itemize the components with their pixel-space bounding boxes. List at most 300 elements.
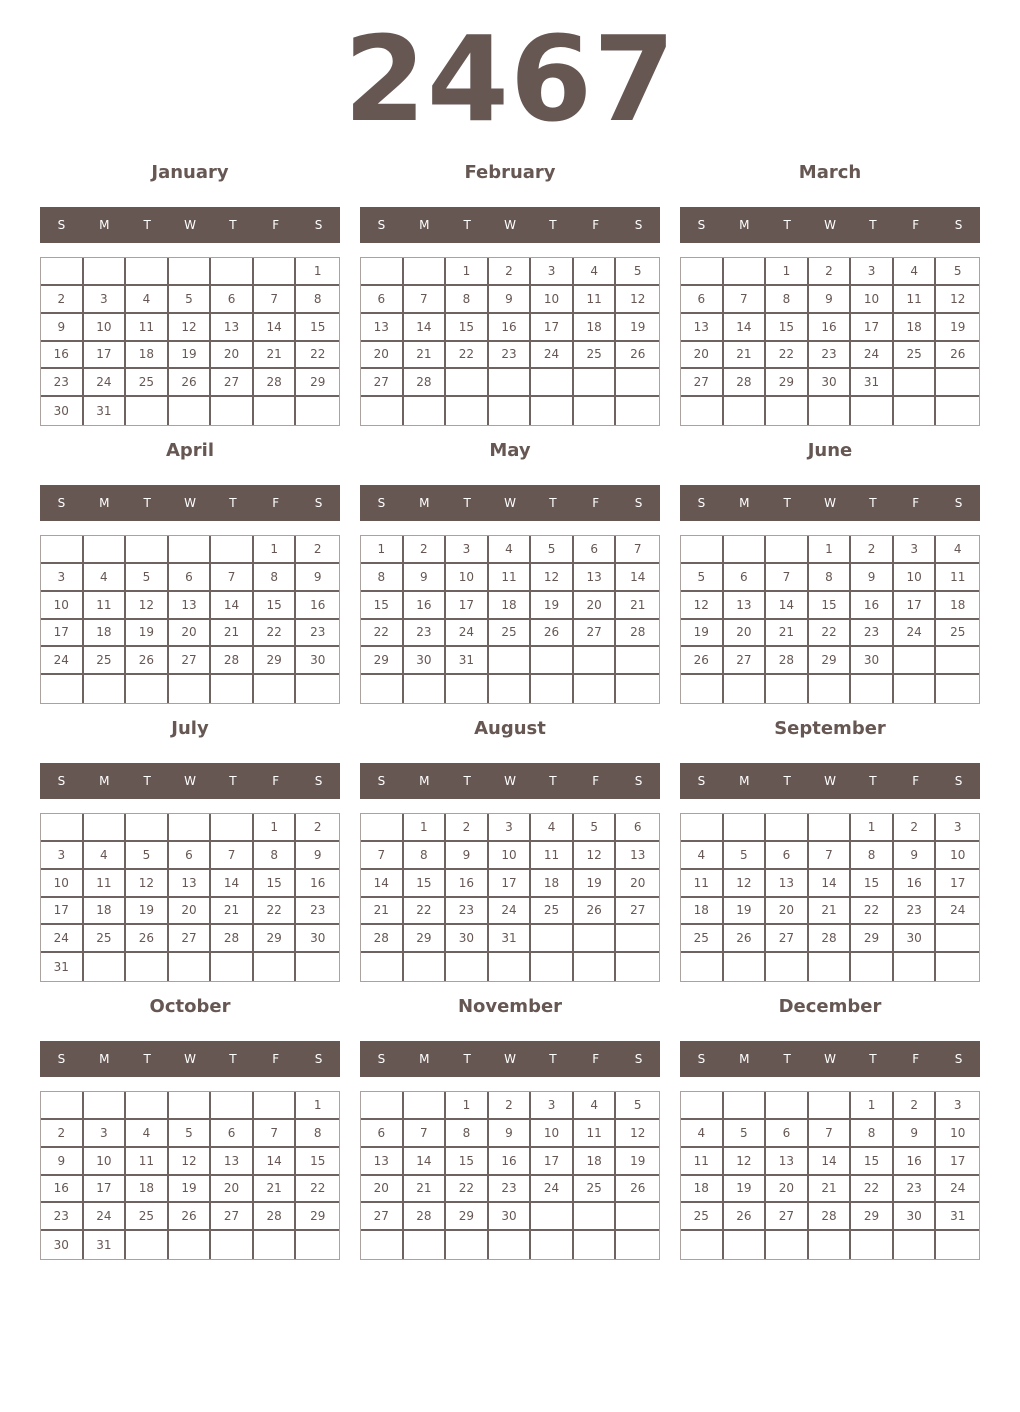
empty-cell bbox=[894, 647, 937, 675]
day-grid bbox=[40, 813, 340, 982]
empty-cell bbox=[211, 675, 254, 703]
day-cell: 28 bbox=[254, 1203, 297, 1231]
day-cell: 10 bbox=[851, 286, 894, 314]
day-cell: 31 bbox=[84, 397, 127, 425]
day-cell: 9 bbox=[296, 564, 339, 592]
day-cell: 28 bbox=[809, 925, 852, 953]
day-cell: 7 bbox=[809, 842, 852, 870]
empty-cell bbox=[936, 675, 979, 703]
day-cell: 14 bbox=[724, 314, 767, 342]
day-cell: 23 bbox=[446, 898, 489, 926]
day-cell: 11 bbox=[531, 842, 574, 870]
day-cell: 5 bbox=[169, 286, 212, 314]
empty-cell bbox=[169, 1092, 212, 1120]
day-cell: 20 bbox=[169, 898, 212, 926]
day-cell: 7 bbox=[254, 1120, 297, 1148]
weekday-label: S bbox=[57, 218, 66, 232]
day-cell: 21 bbox=[254, 1176, 297, 1204]
empty-cell bbox=[766, 814, 809, 842]
empty-cell bbox=[489, 1231, 532, 1259]
empty-cell bbox=[616, 397, 659, 425]
day-cell: 22 bbox=[851, 1176, 894, 1204]
weekday-label: F bbox=[592, 496, 600, 510]
weekday-label: S bbox=[377, 1052, 386, 1066]
empty-cell bbox=[936, 647, 979, 675]
empty-cell bbox=[724, 1231, 767, 1259]
day-cell: 8 bbox=[446, 286, 489, 314]
day-cell: 2 bbox=[894, 814, 937, 842]
day-cell: 7 bbox=[809, 1120, 852, 1148]
day-cell: 22 bbox=[446, 1176, 489, 1204]
day-cell: 16 bbox=[851, 592, 894, 620]
day-cell: 14 bbox=[404, 1148, 447, 1176]
empty-cell bbox=[489, 675, 532, 703]
day-cell: 15 bbox=[851, 870, 894, 898]
day-cell: 4 bbox=[489, 536, 532, 564]
day-cell: 25 bbox=[531, 898, 574, 926]
day-cell: 19 bbox=[724, 898, 767, 926]
day-cell: 13 bbox=[361, 314, 404, 342]
empty-cell bbox=[681, 1092, 724, 1120]
weekday-label: W bbox=[504, 218, 516, 232]
day-cell: 3 bbox=[84, 1120, 127, 1148]
empty-cell bbox=[211, 1231, 254, 1259]
day-cell: 26 bbox=[936, 342, 979, 370]
weekday-label: S bbox=[697, 774, 706, 788]
day-cell: 28 bbox=[724, 369, 767, 397]
empty-cell bbox=[681, 1231, 724, 1259]
empty-cell bbox=[531, 925, 574, 953]
day-cell: 4 bbox=[84, 564, 127, 592]
day-cell: 16 bbox=[489, 314, 532, 342]
day-cell: 27 bbox=[211, 369, 254, 397]
month-title: June bbox=[807, 440, 853, 461]
day-cell: 11 bbox=[84, 870, 127, 898]
day-cell: 5 bbox=[616, 258, 659, 286]
empty-cell bbox=[41, 536, 84, 564]
day-cell: 23 bbox=[404, 620, 447, 648]
day-cell: 2 bbox=[894, 1092, 937, 1120]
day-cell: 19 bbox=[126, 620, 169, 648]
day-cell: 21 bbox=[724, 342, 767, 370]
day-cell: 19 bbox=[616, 314, 659, 342]
day-cell: 16 bbox=[489, 1148, 532, 1176]
month-title: December bbox=[778, 996, 882, 1017]
day-cell: 2 bbox=[851, 536, 894, 564]
weekday-label: F bbox=[912, 218, 920, 232]
day-cell: 15 bbox=[809, 592, 852, 620]
day-cell: 12 bbox=[531, 564, 574, 592]
day-cell: 8 bbox=[296, 286, 339, 314]
empty-cell bbox=[84, 953, 127, 981]
day-cell: 24 bbox=[936, 1176, 979, 1204]
empty-cell bbox=[809, 814, 852, 842]
day-cell: 11 bbox=[574, 286, 617, 314]
day-cell: 12 bbox=[616, 286, 659, 314]
empty-cell bbox=[616, 925, 659, 953]
day-cell: 14 bbox=[254, 1148, 297, 1176]
day-cell: 14 bbox=[211, 592, 254, 620]
day-cell: 30 bbox=[41, 1231, 84, 1259]
year-title: 2467 bbox=[343, 10, 677, 148]
weekday-label: T bbox=[783, 1052, 791, 1066]
day-cell: 30 bbox=[809, 369, 852, 397]
day-cell: 24 bbox=[84, 1203, 127, 1231]
month-title: November bbox=[457, 996, 563, 1017]
weekday-label: W bbox=[504, 1052, 516, 1066]
day-cell: 3 bbox=[41, 564, 84, 592]
day-cell: 13 bbox=[724, 592, 767, 620]
day-cell: 30 bbox=[404, 647, 447, 675]
day-cell: 18 bbox=[84, 620, 127, 648]
day-cell: 22 bbox=[809, 620, 852, 648]
day-cell: 19 bbox=[169, 342, 212, 370]
day-cell: 3 bbox=[489, 814, 532, 842]
month-title: September bbox=[774, 718, 886, 739]
day-cell: 14 bbox=[766, 592, 809, 620]
day-cell: 12 bbox=[681, 592, 724, 620]
day-cell: 31 bbox=[851, 369, 894, 397]
day-cell: 16 bbox=[894, 1148, 937, 1176]
day-cell: 2 bbox=[489, 258, 532, 286]
day-grid bbox=[360, 535, 660, 704]
day-cell: 8 bbox=[296, 1120, 339, 1148]
day-cell: 1 bbox=[254, 814, 297, 842]
day-cell: 4 bbox=[84, 842, 127, 870]
day-cell: 10 bbox=[84, 1148, 127, 1176]
day-cell: 31 bbox=[489, 925, 532, 953]
weekday-label: T bbox=[869, 496, 877, 510]
day-cell: 26 bbox=[681, 647, 724, 675]
empty-cell bbox=[681, 258, 724, 286]
weekday-label: T bbox=[463, 496, 471, 510]
weekday-label: M bbox=[739, 218, 750, 232]
day-cell: 20 bbox=[724, 620, 767, 648]
day-cell: 21 bbox=[809, 898, 852, 926]
day-cell: 26 bbox=[169, 369, 212, 397]
day-cell: 15 bbox=[446, 1148, 489, 1176]
weekday-label: M bbox=[419, 1052, 430, 1066]
day-cell: 18 bbox=[126, 342, 169, 370]
empty-cell bbox=[616, 647, 659, 675]
day-cell: 17 bbox=[84, 1176, 127, 1204]
day-cell: 26 bbox=[169, 1203, 212, 1231]
weekday-label: T bbox=[783, 774, 791, 788]
day-cell: 27 bbox=[724, 647, 767, 675]
empty-cell bbox=[531, 675, 574, 703]
day-cell: 23 bbox=[296, 620, 339, 648]
weekday-label: T bbox=[143, 496, 151, 510]
day-cell: 2 bbox=[809, 258, 852, 286]
day-cell: 27 bbox=[361, 369, 404, 397]
day-cell: 22 bbox=[766, 342, 809, 370]
day-cell: 1 bbox=[404, 814, 447, 842]
weekday-label: T bbox=[549, 774, 557, 788]
day-cell: 5 bbox=[531, 536, 574, 564]
weekday-label: S bbox=[57, 496, 66, 510]
day-cell: 17 bbox=[41, 898, 84, 926]
day-cell: 30 bbox=[894, 925, 937, 953]
day-cell: 26 bbox=[126, 647, 169, 675]
day-cell: 17 bbox=[84, 342, 127, 370]
empty-cell bbox=[211, 1092, 254, 1120]
weekday-label: T bbox=[549, 218, 557, 232]
day-cell: 25 bbox=[489, 620, 532, 648]
empty-cell bbox=[446, 397, 489, 425]
day-cell: 22 bbox=[254, 898, 297, 926]
day-cell: 2 bbox=[489, 1092, 532, 1120]
empty-cell bbox=[851, 675, 894, 703]
day-cell: 5 bbox=[169, 1120, 212, 1148]
empty-cell bbox=[296, 953, 339, 981]
day-cell: 2 bbox=[296, 814, 339, 842]
day-cell: 23 bbox=[41, 369, 84, 397]
day-cell: 1 bbox=[446, 258, 489, 286]
day-cell: 25 bbox=[84, 925, 127, 953]
empty-cell bbox=[616, 675, 659, 703]
day-cell: 30 bbox=[296, 925, 339, 953]
month-title: October bbox=[149, 996, 231, 1017]
day-cell: 30 bbox=[851, 647, 894, 675]
weekday-label: S bbox=[314, 1052, 323, 1066]
empty-cell bbox=[211, 814, 254, 842]
day-cell: 22 bbox=[851, 898, 894, 926]
weekday-label: W bbox=[824, 496, 836, 510]
day-cell: 25 bbox=[574, 342, 617, 370]
day-cell: 4 bbox=[681, 1120, 724, 1148]
day-cell: 5 bbox=[574, 814, 617, 842]
day-cell: 9 bbox=[489, 1120, 532, 1148]
day-cell: 28 bbox=[361, 925, 404, 953]
day-cell: 1 bbox=[361, 536, 404, 564]
empty-cell bbox=[404, 1092, 447, 1120]
day-cell: 25 bbox=[681, 925, 724, 953]
day-grid bbox=[680, 535, 980, 704]
day-cell: 16 bbox=[41, 1176, 84, 1204]
day-cell: 16 bbox=[296, 870, 339, 898]
day-cell: 16 bbox=[404, 592, 447, 620]
weekday-label: T bbox=[463, 218, 471, 232]
empty-cell bbox=[851, 953, 894, 981]
weekday-header bbox=[40, 207, 340, 243]
empty-cell bbox=[41, 675, 84, 703]
weekday-label: F bbox=[592, 774, 600, 788]
day-cell: 14 bbox=[254, 314, 297, 342]
empty-cell bbox=[531, 953, 574, 981]
day-cell: 10 bbox=[41, 870, 84, 898]
day-cell: 8 bbox=[851, 842, 894, 870]
day-cell: 1 bbox=[296, 1092, 339, 1120]
day-cell: 22 bbox=[446, 342, 489, 370]
weekday-label: T bbox=[869, 774, 877, 788]
day-cell: 15 bbox=[254, 592, 297, 620]
weekday-label: W bbox=[824, 218, 836, 232]
day-cell: 29 bbox=[254, 647, 297, 675]
day-cell: 18 bbox=[84, 898, 127, 926]
day-cell: 8 bbox=[809, 564, 852, 592]
weekday-label: W bbox=[824, 774, 836, 788]
day-cell: 24 bbox=[41, 925, 84, 953]
weekday-label: W bbox=[824, 1052, 836, 1066]
day-cell: 31 bbox=[446, 647, 489, 675]
day-cell: 4 bbox=[681, 842, 724, 870]
day-cell: 4 bbox=[531, 814, 574, 842]
empty-cell bbox=[936, 397, 979, 425]
weekday-label: F bbox=[912, 774, 920, 788]
day-cell: 4 bbox=[574, 1092, 617, 1120]
empty-cell bbox=[126, 675, 169, 703]
day-cell: 17 bbox=[936, 870, 979, 898]
empty-cell bbox=[574, 953, 617, 981]
day-cell: 18 bbox=[574, 1148, 617, 1176]
day-cell: 2 bbox=[446, 814, 489, 842]
day-grid bbox=[360, 1091, 660, 1260]
day-cell: 26 bbox=[531, 620, 574, 648]
day-cell: 11 bbox=[681, 1148, 724, 1176]
day-cell: 25 bbox=[894, 342, 937, 370]
weekday-header bbox=[40, 485, 340, 521]
day-cell: 8 bbox=[254, 842, 297, 870]
day-cell: 4 bbox=[574, 258, 617, 286]
day-cell: 26 bbox=[616, 342, 659, 370]
day-cell: 14 bbox=[616, 564, 659, 592]
empty-cell bbox=[724, 675, 767, 703]
empty-cell bbox=[894, 1231, 937, 1259]
empty-cell bbox=[361, 814, 404, 842]
day-cell: 1 bbox=[446, 1092, 489, 1120]
day-cell: 23 bbox=[809, 342, 852, 370]
weekday-label: T bbox=[229, 1052, 237, 1066]
day-cell: 7 bbox=[404, 286, 447, 314]
day-cell: 18 bbox=[681, 898, 724, 926]
empty-cell bbox=[724, 814, 767, 842]
day-cell: 24 bbox=[489, 898, 532, 926]
empty-cell bbox=[41, 258, 84, 286]
empty-cell bbox=[681, 953, 724, 981]
day-cell: 8 bbox=[254, 564, 297, 592]
day-cell: 21 bbox=[404, 342, 447, 370]
empty-cell bbox=[404, 1231, 447, 1259]
day-cell: 1 bbox=[809, 536, 852, 564]
day-cell: 15 bbox=[766, 314, 809, 342]
day-cell: 13 bbox=[169, 870, 212, 898]
day-cell: 9 bbox=[404, 564, 447, 592]
weekday-label: M bbox=[419, 496, 430, 510]
day-cell: 15 bbox=[254, 870, 297, 898]
month-title: April bbox=[165, 440, 215, 461]
day-cell: 21 bbox=[361, 898, 404, 926]
weekday-header bbox=[360, 763, 660, 799]
day-cell: 5 bbox=[616, 1092, 659, 1120]
day-cell: 3 bbox=[531, 1092, 574, 1120]
empty-cell bbox=[254, 258, 297, 286]
day-cell: 20 bbox=[361, 342, 404, 370]
day-cell: 24 bbox=[531, 342, 574, 370]
day-cell: 2 bbox=[404, 536, 447, 564]
day-cell: 10 bbox=[84, 314, 127, 342]
empty-cell bbox=[446, 675, 489, 703]
empty-cell bbox=[574, 369, 617, 397]
day-cell: 13 bbox=[766, 870, 809, 898]
empty-cell bbox=[169, 814, 212, 842]
empty-cell bbox=[254, 1092, 297, 1120]
day-cell: 25 bbox=[126, 369, 169, 397]
weekday-label: T bbox=[549, 496, 557, 510]
day-cell: 27 bbox=[766, 1203, 809, 1231]
empty-cell bbox=[574, 647, 617, 675]
empty-cell bbox=[126, 814, 169, 842]
empty-cell bbox=[766, 953, 809, 981]
empty-cell bbox=[361, 258, 404, 286]
day-cell: 26 bbox=[724, 1203, 767, 1231]
day-cell: 23 bbox=[851, 620, 894, 648]
day-cell: 10 bbox=[936, 1120, 979, 1148]
day-cell: 7 bbox=[404, 1120, 447, 1148]
day-cell: 13 bbox=[766, 1148, 809, 1176]
day-cell: 26 bbox=[616, 1176, 659, 1204]
day-cell: 18 bbox=[531, 870, 574, 898]
day-cell: 1 bbox=[254, 536, 297, 564]
empty-cell bbox=[489, 369, 532, 397]
day-cell: 19 bbox=[126, 898, 169, 926]
empty-cell bbox=[531, 397, 574, 425]
empty-cell bbox=[681, 675, 724, 703]
weekday-label: F bbox=[592, 1052, 600, 1066]
day-cell: 3 bbox=[894, 536, 937, 564]
weekday-label: W bbox=[184, 1052, 196, 1066]
empty-cell bbox=[851, 1231, 894, 1259]
weekday-label: M bbox=[739, 496, 750, 510]
empty-cell bbox=[766, 1092, 809, 1120]
day-cell: 30 bbox=[296, 647, 339, 675]
day-cell: 16 bbox=[809, 314, 852, 342]
day-cell: 13 bbox=[681, 314, 724, 342]
day-cell: 17 bbox=[894, 592, 937, 620]
weekday-header bbox=[40, 763, 340, 799]
empty-cell bbox=[446, 369, 489, 397]
empty-cell bbox=[574, 397, 617, 425]
empty-cell bbox=[361, 1231, 404, 1259]
day-cell: 1 bbox=[296, 258, 339, 286]
empty-cell bbox=[809, 1092, 852, 1120]
day-cell: 3 bbox=[446, 536, 489, 564]
weekday-header bbox=[360, 485, 660, 521]
day-cell: 5 bbox=[681, 564, 724, 592]
day-cell: 21 bbox=[211, 620, 254, 648]
weekday-label: T bbox=[229, 774, 237, 788]
day-cell: 13 bbox=[211, 314, 254, 342]
weekday-label: S bbox=[954, 774, 963, 788]
day-cell: 27 bbox=[169, 647, 212, 675]
empty-cell bbox=[724, 536, 767, 564]
empty-cell bbox=[211, 536, 254, 564]
day-grid bbox=[40, 535, 340, 704]
day-cell: 13 bbox=[211, 1148, 254, 1176]
empty-cell bbox=[489, 397, 532, 425]
day-cell: 22 bbox=[296, 1176, 339, 1204]
empty-cell bbox=[254, 397, 297, 425]
day-cell: 15 bbox=[851, 1148, 894, 1176]
day-cell: 26 bbox=[724, 925, 767, 953]
weekday-header bbox=[680, 207, 980, 243]
day-cell: 10 bbox=[894, 564, 937, 592]
empty-cell bbox=[169, 258, 212, 286]
day-cell: 9 bbox=[41, 1148, 84, 1176]
weekday-label: M bbox=[419, 774, 430, 788]
weekday-header bbox=[680, 1041, 980, 1077]
day-cell: 19 bbox=[574, 870, 617, 898]
weekday-label: T bbox=[229, 218, 237, 232]
